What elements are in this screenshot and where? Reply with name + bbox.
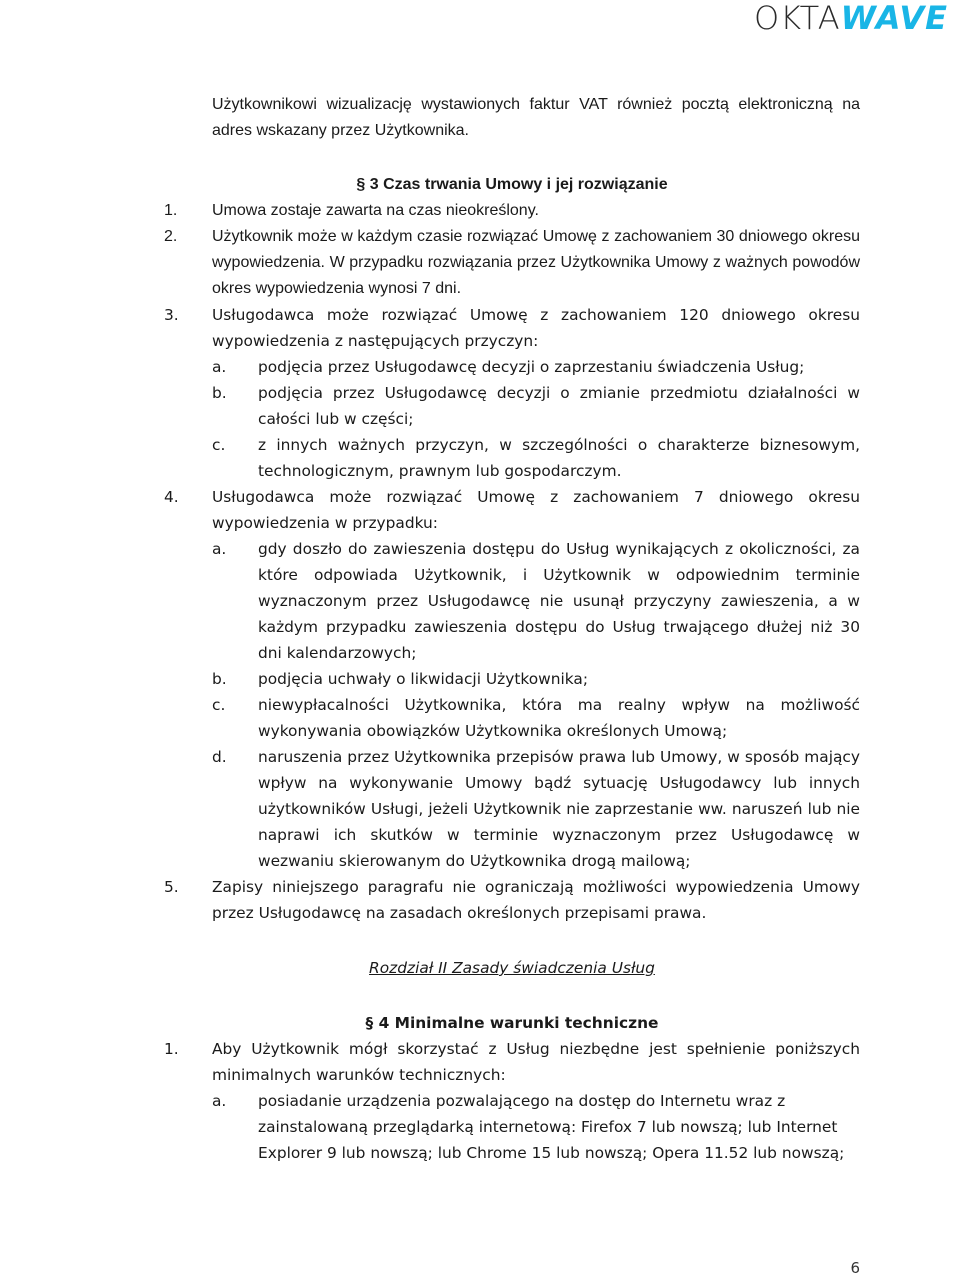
sub-list-item: d. naruszenia przez Użytkownika przepisów prawa lub Umowy, w sposób mający wpływ na wykonywanie Umowy bądź sytuację Usługodawcy lub innych użytkowników Usługi, jeżeli Użytkownik nie zaprzestanie ww. naruszeń lub nie naprawi ich skutków w terminie wyznaczonym przez Usługodawcę w wezwaniu skierowanym do Użytkownika drogą mailową; — [212, 748, 860, 870]
list-item: 5. Zapisy niniejszego paragrafu nie ograniczają możliwości wypowiedzenia Umowy przez Usługodawcę na zasadach określonych przepisami prawa. — [164, 878, 860, 922]
sub-list-item: c. z innych ważnych przyczyn, w szczególności o charakterze biznesowym, technologicznym, prawnym lub gospodarczym. — [212, 436, 860, 480]
sub-list-item: b. podjęcia przez Usługodawcę decyzji o zmianie przedmiotu działalności w całości lub w części; — [212, 384, 860, 428]
page-number: 6 — [850, 1259, 860, 1277]
oktawave-logo: OKTAWAVE — [753, 0, 948, 37]
sub-list-item: a. gdy doszło do zawieszenia dostępu do Usług wynikających z okoliczności, za które odpowiada Użytkownik, i Użytkownik w odpowiednim terminie wyznaczonym przez Usługodawcę nie usunął przyczyny zawieszenia, a w każdym przypadku zawieszenia dostępu do Usług trwającego dłużej niż 30 dni kalendarzowych; — [212, 540, 860, 662]
list-item: 3. Usługodawca może rozwiązać Umowę z zachowaniem 120 dniowego okresu wypowiedzenia z następujących przyczyn: — [164, 306, 860, 350]
sub-list-item: a. posiadanie urządzenia pozwalającego na dostęp do Internetu wraz z zainstalowaną przeglądarką internetową: Firefox 7 lub nowszą; lub Internet Explorer 9 lub nowszą; lub Chrome 15 lub nowszą; Opera 11.52 lub nowszą; — [212, 1092, 845, 1162]
list-item: 1. Aby Użytkownik mógł skorzystać z Usług niezbędne jest spełnienie poniższych minimalnych warunków technicznych: — [164, 1040, 860, 1084]
list-item: 1. Umowa zostaje zawarta na czas nieokreślony. — [164, 202, 539, 219]
sub-list-item: b. podjęcia uchwały o likwidacji Użytkownika; — [212, 670, 589, 688]
sub-list-item: c. niewypłacalności Użytkownika, która ma realny wpływ na możliwość wykonywania obowiązków Użytkownika określonych Umową; — [212, 696, 860, 740]
section-4-title: § 4 Minimalne warunki techniczne — [365, 1014, 659, 1032]
list-item: 4. Usługodawca może rozwiązać Umowę z zachowaniem 7 dniowego okresu wypowiedzenia w przypadku: — [164, 488, 860, 532]
document-body — [164, 92, 860, 1166]
section-3-title: § 3 Czas trwania Umowy i jej rozwiązanie — [356, 176, 668, 193]
chapter-title: Rozdział II Zasady świadczenia Usług — [369, 959, 655, 977]
intro-paragraph: Użytkownikowi wizualizację wystawionych faktur VAT również pocztą elektroniczną na adres wskazany przez Użytkownika. — [212, 96, 860, 139]
list-item: 2. Użytkownik może w każdym czasie rozwiązać Umowę z zachowaniem 30 dniowego okresu wypowiedzenia. W przypadku rozwiązania przez Użytkownika Umowy z ważnych powodów okres wypowiedzenia wynosi 7 dni. — [164, 228, 860, 297]
sub-list-item: a. podjęcia przez Usługodawcę decyzji o zaprzestaniu świadczenia Usług; — [212, 358, 805, 376]
